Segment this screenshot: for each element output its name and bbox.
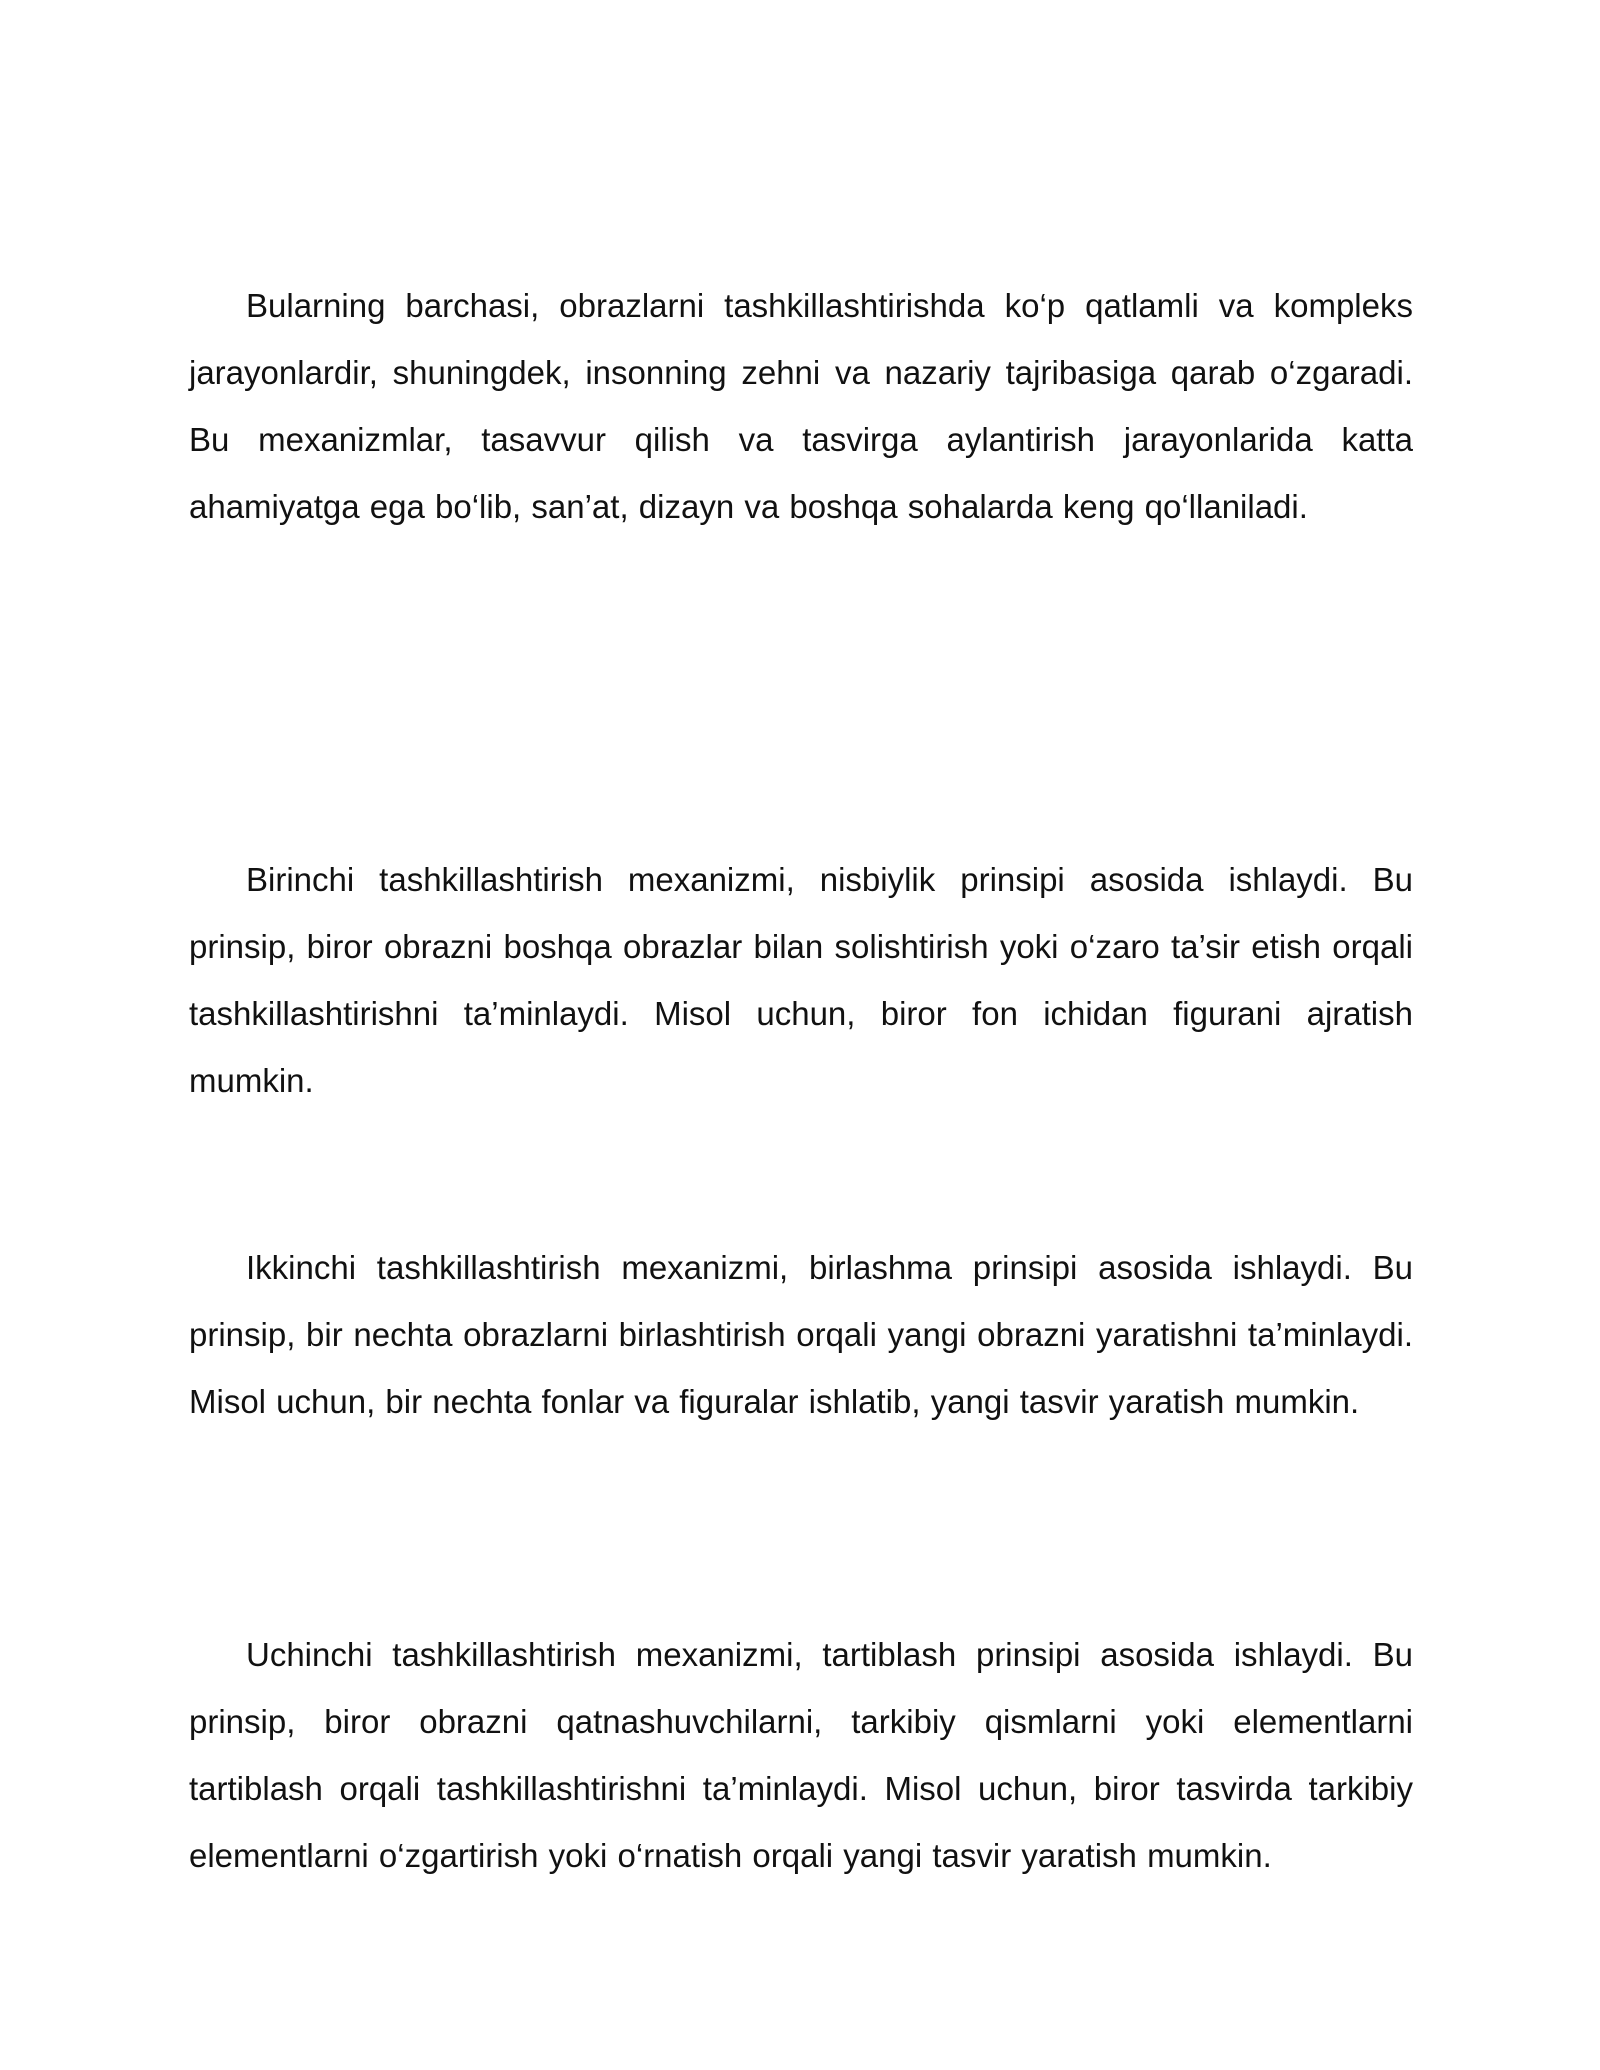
paragraph-second-mechanism: Ikkinchi tashkillashtirish mexanizmi, birlashma prinsipi asosida ishlaydi. Bu prinsip, bir nechta obrazlarni birlashtirish orqali yangi obrazni yaratishni ta’minlaydi. Misol uchun, bir nechta fonlar va figuralar ishlatib, yangi tasvir yaratish mumkin. [189,1249,1413,1420]
paragraph-third-mechanism: Uchinchi tashkillashtirish mexanizmi, tartiblash prinsipi asosida ishlaydi. Bu prinsip, biror obrazni qatnashuvchilarni, tarkibiy qismlarni yoki elementlarni tartiblash orqali tashkillashtirishni ta’minlaydi. Misol uchun, biror tasvirda tarkibiy elementlarni o‘zgartirish yoki o‘rnatish orqali yangi tasvir yaratish mumkin. [189,1636,1413,1874]
paragraph-first-mechanism: Birinchi tashkillashtirish mexanizmi, nisbiylik prinsipi asosida ishlaydi. Bu prinsip, biror obrazni boshqa obrazlar bilan solishtirish yoki o‘zaro ta’sir etish orqali tashkillashtirishni ta’minlaydi. Misol uchun, biror fon ichidan figurani ajratish mumkin. [189,861,1413,1099]
paragraph-intro: Bularning barchasi, obrazlarni tashkillashtirishda ko‘p qatlamli va kompleks jarayonlardir, shuningdek, insonning zehni va nazariy tajribasiga qarab o‘zgaradi. Bu mexanizmlar, tasavvur qilish va tasvirga aylantirish jarayonlarida katta ahamiyatga ega bo‘lib, san’at, dizayn va boshqa sohalarda keng qo‘llaniladi. [189,287,1413,525]
